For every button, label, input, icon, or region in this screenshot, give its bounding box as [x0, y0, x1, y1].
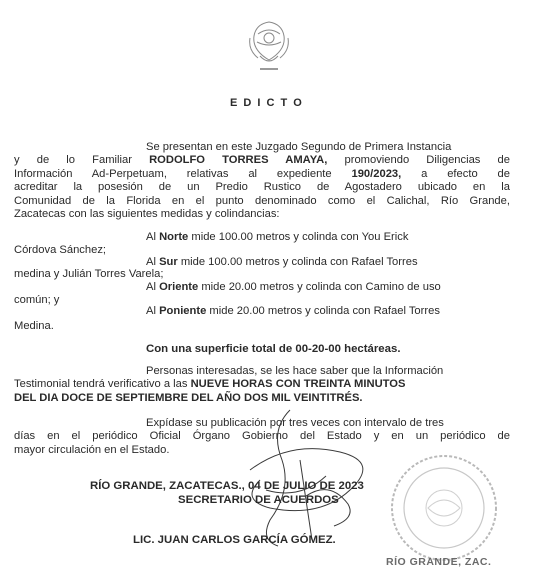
expidase-line: Expídase su publicación por tres veces con intervalo de tres	[146, 417, 444, 429]
colindancia-norte-cont: Córdova Sánchez;	[14, 244, 107, 256]
handwritten-signature	[230, 400, 390, 550]
expidase-line: días en el periódico Oficial Órgano Gobierno del Estado y en un periódico de	[14, 430, 510, 443]
intro-line: acreditar la posesión de un Predio Rustico de Agostadero ubicado en la	[14, 181, 510, 194]
nombre-firmante: LIC. JUAN CARLOS GARCÍA GÓMEZ.	[133, 534, 336, 546]
personas-line: Personas interesadas, se les hace saber que la Información	[146, 365, 444, 377]
expediente-number: 190/2023,	[351, 167, 402, 180]
colindancia-norte: Al Norte mide 100.00 metros y colinda con You Erick	[146, 231, 409, 243]
coat-of-arms-seal	[246, 16, 292, 78]
intro-line: y de lo Familiar RODOLFO TORRES AMAYA, promoviendo Diligencias de	[14, 154, 510, 167]
intro-paragraph	[14, 141, 510, 221]
sello-lugar: RÍO GRANDE, ZAC.	[386, 556, 492, 568]
colindancia-sur: Al Sur mide 100.00 metros y colinda con Rafael Torres	[146, 256, 418, 268]
cargo-firmante: SECRETARIO DE ACUERDOS	[178, 494, 339, 506]
colindancia-oriente: Al Oriente mide 20.00 metros y colinda con Camino de uso	[146, 281, 441, 293]
intro-line: Zacatecas con las siguientes medidas y colindancias:	[14, 208, 280, 221]
intro-line: Se presentan en este Juzgado Segundo de Primera Instancia	[146, 141, 452, 153]
intro-line: Información Ad-Perpetuam, relativas al expediente 190/2023, a efecto de	[14, 167, 510, 180]
personas-line: DEL DIA DOCE DE SEPTIEMBRE DEL AÑO DOS MIL VEINTITRÉS.	[14, 391, 363, 404]
intro-line: Comunidad de la Florida en el punto denominado como el Calichal, Río Grande,	[14, 194, 510, 207]
expidase-line: mayor circulación en el Estado.	[14, 443, 170, 456]
document-title: E D I C T O	[230, 97, 304, 109]
colindancia-poniente: Al Poniente mide 20.00 metros y colinda con Rafael Torres	[146, 305, 440, 317]
promovente-name: RODOLFO TORRES AMAYA,	[149, 154, 328, 167]
personas-line: Testimonial tendrá verificativo a las NUEVE HORAS CON TREINTA MINUTOS	[14, 378, 406, 391]
colindancia-sur-cont: medina y Julián Torres Varela;	[14, 268, 164, 280]
colindancia-poniente-cont: Medina.	[14, 320, 54, 332]
superficie-total: Con una superficie total de 00-20-00 hectáreas.	[146, 343, 401, 355]
lugar-fecha: RÍO GRANDE, ZACATECAS., 04 DE JULIO DE 2023	[90, 480, 364, 492]
colindancia-oriente-cont: común; y	[14, 294, 60, 306]
court-stamp	[388, 452, 500, 564]
